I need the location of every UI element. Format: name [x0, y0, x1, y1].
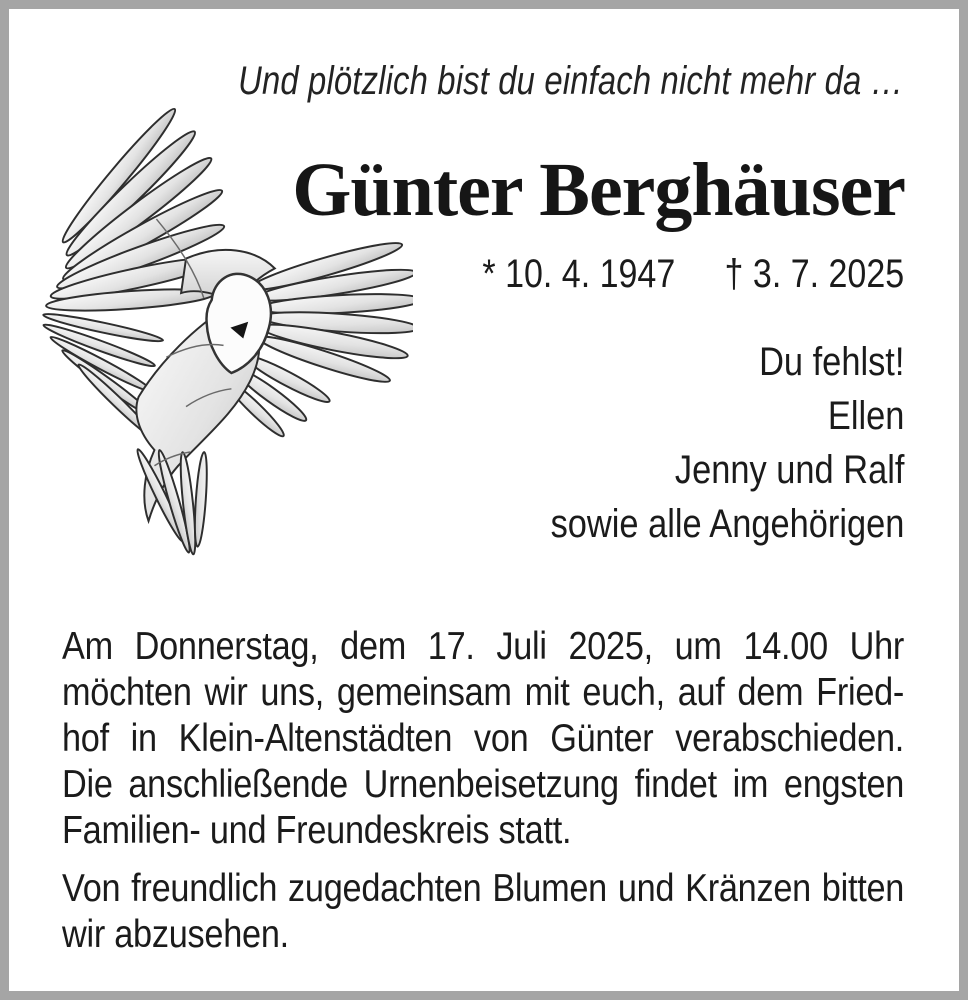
mourners-line-jenny-ralf: Jenny und Ralf: [674, 448, 904, 492]
paragraph-line: Familien- und Freundeskreis statt.: [62, 809, 572, 852]
paragraph-line: hof in Klein-Altenstädten von Günter verabschieden.: [62, 717, 905, 760]
flowers-request: [62, 866, 904, 958]
opening-quote: Und plötzlich bist du einfach nicht mehr da …: [238, 59, 904, 103]
birth-date: * 10. 4. 1947: [482, 252, 676, 296]
mourners-line-du-fehlst: Du fehlst!: [758, 340, 904, 384]
mourners-line-ellen: Ellen: [827, 394, 904, 438]
mourners-block: [550, 335, 904, 551]
paragraph-line: Die anschließende Urnenbeisetzung findet im engsten: [62, 763, 905, 806]
death-date: † 3. 7. 2025: [724, 252, 904, 296]
paragraph-line: Am Donnerstag, dem 17. Juli 2025, um 14.00 Uhr: [62, 625, 905, 668]
paragraph-line: Von freundlich zugedachten Blumen und Kränzen bitten: [62, 867, 905, 910]
life-dates: [482, 254, 904, 294]
funeral-announcement: [62, 624, 904, 854]
mourners-line-angehoerige: sowie alle Angehörigen: [550, 502, 904, 546]
paragraph-line: wir abzusehen.: [62, 913, 289, 956]
paragraph-line: möchten wir uns, gemeinsam mit euch, auf dem Fried-: [62, 671, 905, 714]
deceased-name: Günter Berghäuser: [292, 148, 905, 232]
